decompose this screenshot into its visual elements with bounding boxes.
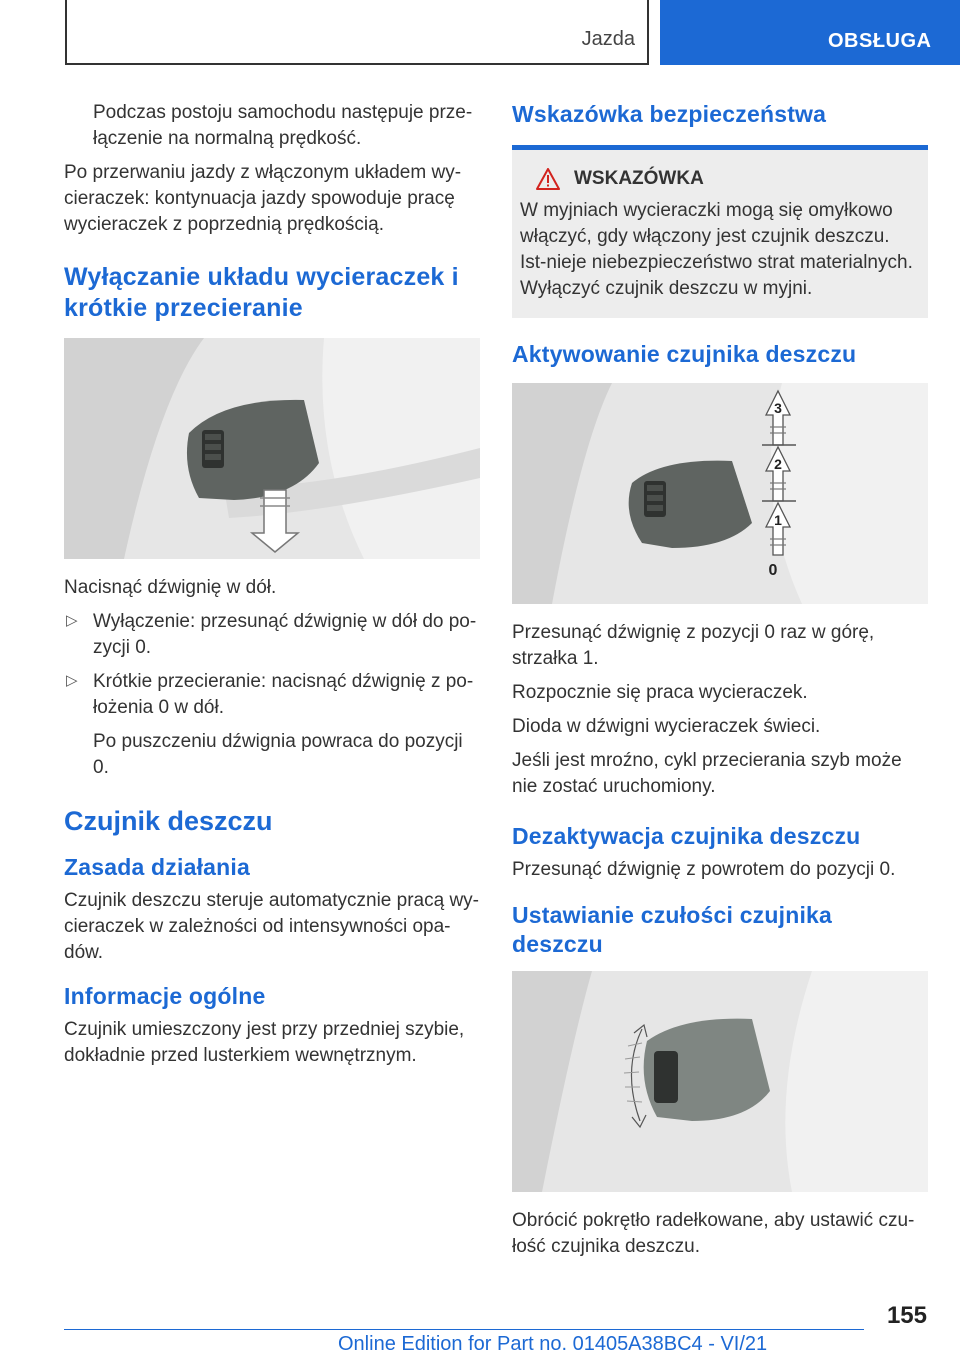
- footer-edition-link[interactable]: Online Edition for Part no. 01405A38BC4 - VI/21: [338, 1333, 768, 1355]
- bullet-short-wipe: [64, 669, 480, 721]
- knurled-wheel-illustration: [512, 971, 928, 1192]
- bullet-short-wipe-text: Krótkie przecieranie: nacisnąć dźwignię z po‐łożenia 0 w dół.: [93, 671, 474, 718]
- triangle-bullet-icon: ▷: [66, 612, 78, 629]
- lever-positions-illustration: [512, 383, 928, 604]
- paragraph-deactivate: Przesunąć dźwignię z powrotem do pozycji 0.: [512, 859, 896, 880]
- warning-title: WSKAZÓWKA: [574, 168, 704, 189]
- paragraph-sensitivity: Obrócić pokrętło radełkowane, aby ustawić czu‐łość czujnika deszczu.: [512, 1210, 915, 1257]
- heading-sensitivity: Ustawianie czułości czujnika deszczu: [512, 902, 833, 957]
- heading-principle: Zasada działania: [64, 854, 250, 880]
- figure-knurled-wheel: [512, 971, 928, 1192]
- heading-rain-sensor: Czujnik deszczu: [64, 806, 273, 836]
- heading-deactivate-sensor: Dezaktywacja czujnika deszczu: [512, 823, 861, 849]
- note-lever-returns: Po puszczeniu dźwignia powraca do pozycji 0.: [93, 731, 463, 778]
- bullet-switch-off-text: Wyłączenie: przesunąć dźwignię w dół do po‐zycji 0.: [93, 611, 477, 658]
- warning-text: W myjniach wycieraczki mogą się omyłkowo włączyć, gdy włączony jest czujnik deszczu. Ist‐nieje niebezpieczeństwo strat materialnych. Wyłączyć czujnik deszczu w myjni.: [520, 200, 913, 299]
- header-section-title: Jazda: [581, 28, 635, 50]
- paragraph-principle: Czujnik deszczu steruje automatycznie pracą wy‐cieraczek w zależności od intensywności opa‐dów.: [64, 890, 480, 963]
- page-number: 155: [886, 1302, 927, 1329]
- paragraph-activate-start: Rozpocznie się praca wycieraczek.: [512, 682, 808, 703]
- position-label-1: 1: [774, 512, 782, 528]
- warning-triangle-icon: [536, 168, 560, 190]
- paragraph-continue-wiping: Po przerwaniu jazdy z włączonym układem wy‐cieraczek: kontynuacja jazdy spowoduje pracę wycieraczek z poprzednią prędkością.: [64, 162, 462, 235]
- paragraph-activate-move: Przesunąć dźwignię z pozycji 0 raz w górę, strzałka 1.: [512, 622, 875, 669]
- footer-divider: [64, 1329, 864, 1330]
- left-column: [64, 100, 480, 1077]
- paragraph-stop-speed: Podczas postoju samochodu następuje prze‐łączenie na normalną prędkość.: [93, 102, 473, 149]
- header-chapter-label: OBSŁUGA: [828, 30, 932, 52]
- heading-activate-sensor: Aktywowanie czujnika deszczu: [512, 341, 857, 367]
- warning-box: [512, 150, 928, 318]
- paragraph-activate-led: Dioda w dźwigni wycieraczek świeci.: [512, 716, 821, 737]
- caption-press-down: Nacisnąć dźwignię w dół.: [64, 577, 277, 598]
- warning-title-row: [520, 168, 918, 190]
- paragraph-general-info: Czujnik umieszczony jest przy przedniej szybie, dokładnie przed lusterkiem wewnętrznym.: [64, 1019, 465, 1066]
- paragraph-activate-frost: Jeśli jest mroźno, cykl przecierania szyb może nie zostać uruchomiony.: [512, 750, 902, 797]
- lever-down-illustration: [64, 338, 480, 559]
- right-column: [512, 100, 928, 1268]
- header-chapter-tab[interactable]: [660, 0, 960, 65]
- bullet-switch-off: [64, 609, 480, 661]
- figure-lever-down: [64, 338, 480, 559]
- position-label-0: 0: [768, 562, 778, 579]
- header-section-box: [65, 0, 649, 65]
- triangle-bullet-icon: ▷: [66, 672, 78, 689]
- position-label-2: 2: [774, 456, 782, 472]
- heading-safety-note: Wskazówka bezpieczeństwa: [512, 101, 827, 127]
- figure-lever-positions: [512, 383, 928, 604]
- heading-general-info: Informacje ogólne: [64, 983, 266, 1009]
- heading-wipers-off: Wyłączanie układu wycieraczek i krótkie przecieranie: [64, 263, 459, 322]
- position-label-3: 3: [774, 400, 782, 416]
